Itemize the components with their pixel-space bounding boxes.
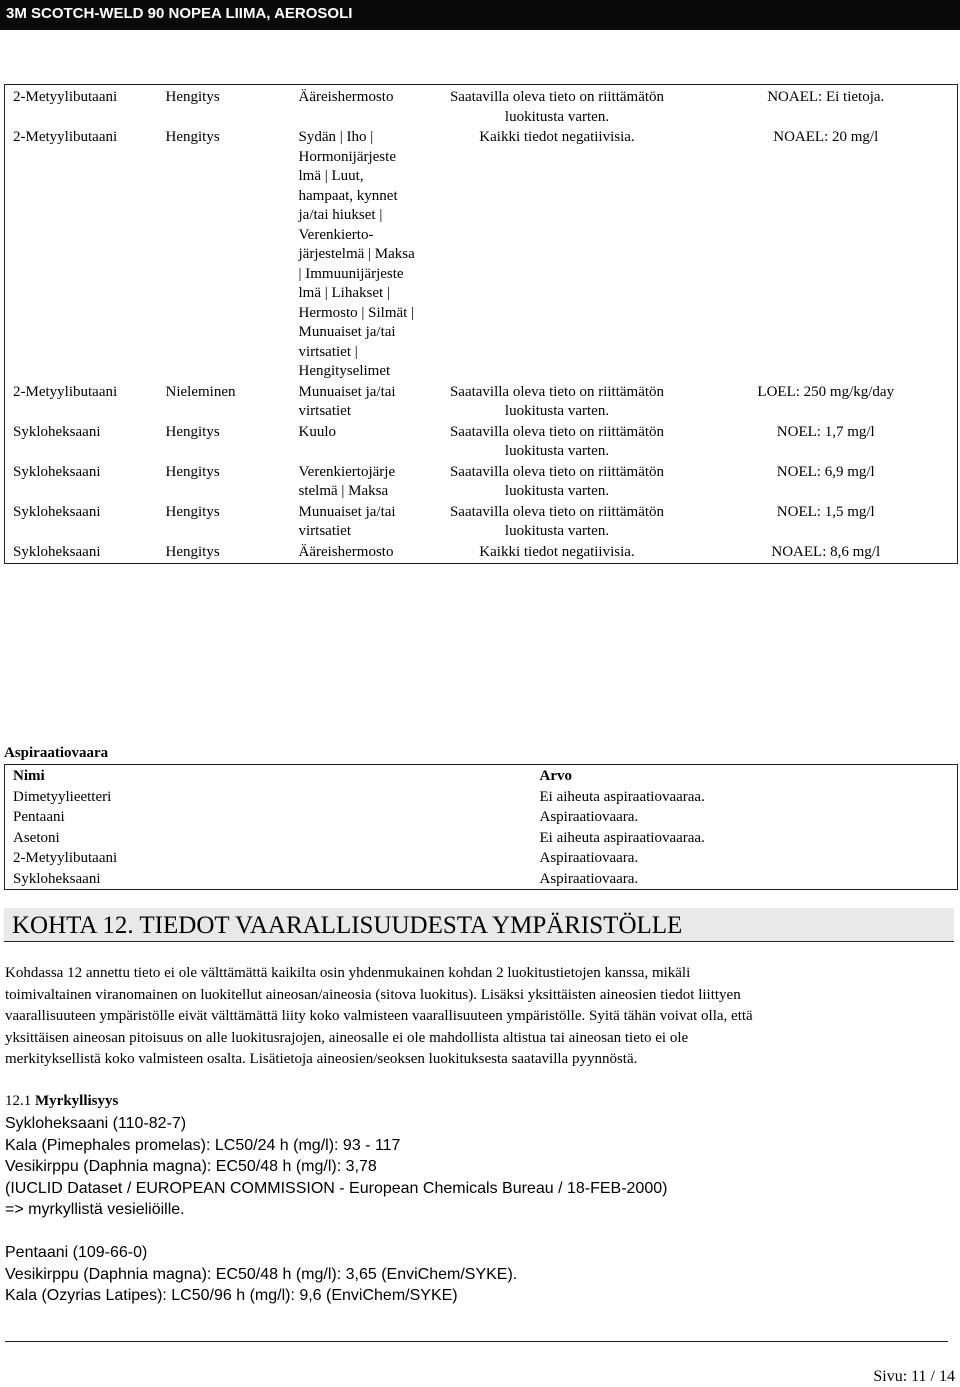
toxicity-cell-value: NOEL: 6,9 mg/l	[776, 463, 875, 480]
toxicity-cell-result: Saatavilla oleva tieto on riittämätön luokitusta varten.	[449, 503, 665, 539]
aspiration-header-value: Arvo	[539, 768, 572, 784]
toxicity-cell-route: Hengitys	[165, 543, 220, 560]
toxicity-cell-name: 2-Metyylibutaani	[13, 129, 118, 145]
toxicity-cell-route: Hengitys	[165, 463, 220, 480]
toxicity-line: Vesikirppu (Daphnia magna): EC50/48 h (mg/l): 3,65 (EnviChem/SYKE).	[5, 1265, 518, 1283]
subsection-heading	[5, 1093, 118, 1110]
paragraph-line: merkityksellistä koko valmisteen osalta. Lisätietoja aineosien/seoksen luokituksesta saatavilla pyynnöstä.	[5, 1051, 638, 1068]
toxicity-line: => myrkyllistä vesieliöille.	[5, 1201, 185, 1218]
toxicity-row	[5, 128, 958, 383]
toxicity-cell-route: Hengitys	[165, 423, 220, 440]
paragraph-line: toimivaltainen viranomainen on luokitellut aineosan/aineosia (sitova luokitus). Lisäksi yksittäisten aineosien tiedot liittyen	[5, 986, 741, 1003]
aspiration-row	[5, 828, 958, 849]
toxicity-line: Kala (Pimephales promelas): LC50/24 h (mg/l): 93 - 117	[5, 1136, 401, 1154]
toxicity-row	[5, 543, 958, 564]
aspiration-table	[4, 764, 958, 890]
toxicity-cell-value: LOEL: 250 mg/kg/day	[757, 383, 895, 400]
toxicity-cell-organ: Munuaiset ja/tai virtsatiet	[298, 383, 396, 419]
toxicity-cell-result: Saatavilla oleva tieto on riittämätön luokitusta varten.	[449, 423, 665, 459]
subsection-title: Myrkyllisyys	[35, 1093, 119, 1109]
toxicity-cell-name: 2-Metyylibutaani	[13, 89, 118, 105]
toxicity-cell-route: Hengitys	[165, 129, 220, 145]
toxicity-cell-route: Hengitys	[165, 503, 220, 520]
toxicity-table	[4, 84, 958, 564]
paragraph-line: Kohdassa 12 annettu tieto ei ole välttämättä kaikilta osin yhdenmukainen kohdan 2 luokitustietojen kanssa, mikäli	[5, 965, 691, 981]
aspiration-cell-value: Aspiraatiovaara.	[539, 850, 639, 866]
toxicity-cell-organ: Kuulo	[298, 423, 336, 440]
toxicity-cell-result: Saatavilla oleva tieto on riittämätön luokitusta varten.	[449, 463, 665, 499]
toxicity-block-pentane	[5, 1242, 950, 1307]
toxicity-cell-value: NOEL: 1,5 mg/l	[776, 503, 875, 520]
aspiration-title: Aspiraatiovaara	[4, 745, 109, 761]
section-12-paragraph	[5, 963, 950, 1071]
toxicity-line: Vesikirppu (Daphnia magna): EC50/48 h (mg/l): 3,78	[5, 1158, 377, 1175]
toxicity-cell-organ: Ääreishermosto	[298, 89, 394, 105]
toxicity-line: Kala (Ozyrias Latipes): LC50/96 h (mg/l): 9,6 (EnviChem/SYKE)	[5, 1287, 458, 1304]
toxicity-cell-result: Kaikki tiedot negatiivisia.	[479, 129, 635, 145]
aspiration-cell-value: Ei aiheuta aspiraatiovaaraa.	[539, 829, 705, 846]
toxicity-cell-value: NOAEL: 8,6 mg/l	[771, 543, 881, 560]
aspiration-row	[5, 787, 958, 808]
toxicity-row	[5, 503, 958, 543]
toxicity-cell-route: Nieleminen	[165, 383, 236, 400]
aspiration-cell-name: Sykloheksaani	[13, 870, 101, 887]
toxicity-cell-route: Hengitys	[165, 89, 220, 105]
toxicity-cell-result: Saatavilla oleva tieto on riittämätön luokitusta varten.	[449, 383, 665, 419]
aspiration-cell-name: Pentaani	[13, 809, 65, 825]
toxicity-cell-organ: Sydän | Iho | Hormonijärjeste lmä | Luut, hampaat, kynnet ja/tai hiukset | Verenkierto- järjestelmä | Maksa | Immuunijärjeste lmä | Lihakset | Hermosto | Silmät | Munuaiset ja/tai virtsatiet | Hengityselimet	[298, 129, 415, 379]
page-number: Sivu: 11 / 14	[873, 1368, 955, 1385]
toxicity-cell-name: Sykloheksaani	[13, 503, 101, 520]
footer-divider	[5, 1341, 948, 1342]
toxicity-cell-organ: Verenkiertojärje stelmä | Maksa	[298, 463, 396, 499]
toxicity-row	[5, 463, 958, 503]
toxicity-cell-name: Sykloheksaani	[13, 423, 101, 440]
toxicity-line: (IUCLID Dataset / EUROPEAN COMMISSION - European Chemicals Bureau / 18-FEB-2000)	[5, 1179, 668, 1197]
toxicity-cell-result: Saatavilla oleva tieto on riittämätön luokitusta varten.	[449, 89, 665, 125]
section-12-heading: KOHTA 12. TIEDOT VAARALLISUUDESTA YMPÄRISTÖLLE	[4, 908, 954, 942]
toxicity-line: Sykloheksaani (110-82-7)	[5, 1115, 187, 1132]
aspiration-table-body	[5, 765, 958, 890]
toxicity-block-cyclohexane	[5, 1113, 950, 1221]
toxicity-cell-value: NOEL: 1,7 mg/l	[776, 423, 875, 440]
aspiration-header-row	[5, 765, 958, 787]
toxicity-cell-result: Kaikki tiedot negatiivisia.	[479, 543, 635, 560]
document-header	[0, 0, 960, 30]
toxicity-table-body	[5, 85, 958, 564]
aspiration-row	[5, 807, 958, 828]
toxicity-cell-name: Sykloheksaani	[13, 463, 101, 480]
aspiration-cell-name: Dimetyylieetteri	[13, 788, 112, 805]
toxicity-cell-organ: Munuaiset ja/tai virtsatiet	[298, 503, 396, 539]
toxicity-line: Pentaani (109-66-0)	[5, 1244, 148, 1261]
toxicity-cell-name: 2-Metyylibutaani	[13, 383, 118, 400]
aspiration-header-name: Nimi	[13, 768, 45, 784]
aspiration-row	[5, 869, 958, 890]
toxicity-row	[5, 423, 958, 463]
document-title: 3M SCOTCH-WELD 90 NOPEA LIIMA, AEROSOLI	[6, 5, 353, 22]
toxicity-cell-name: Sykloheksaani	[13, 543, 101, 560]
toxicity-cell-value: NOAEL: Ei tietoja.	[767, 89, 885, 105]
aspiration-cell-value: Aspiraatiovaara.	[539, 809, 639, 825]
toxicity-row	[5, 85, 958, 129]
aspiration-cell-value: Aspiraatiovaara.	[539, 870, 639, 887]
aspiration-cell-name: Asetoni	[13, 829, 60, 846]
aspiration-row	[5, 848, 958, 869]
toxicity-cell-organ: Ääreishermosto	[298, 543, 394, 560]
toxicity-cell-value: NOAEL: 20 mg/l	[773, 129, 879, 145]
toxicity-row	[5, 383, 958, 423]
aspiration-cell-name: 2-Metyylibutaani	[13, 850, 118, 866]
paragraph-line: yksittäisen aineosan pitoisuus on alle luokitusrajojen, aineosalle ei ole mahdollista altistua tai aineosan tieto ei ole	[5, 1029, 689, 1046]
aspiration-cell-value: Ei aiheuta aspiraatiovaaraa.	[539, 788, 705, 805]
paragraph-line: vaarallisuuteen ympäristölle eivät välttämättä liity koko valmisteen vaarallisuuteen ympäristölle. Syitä tähän voivat olla, että	[5, 1008, 753, 1025]
subsection-number: 12.1	[5, 1093, 32, 1109]
